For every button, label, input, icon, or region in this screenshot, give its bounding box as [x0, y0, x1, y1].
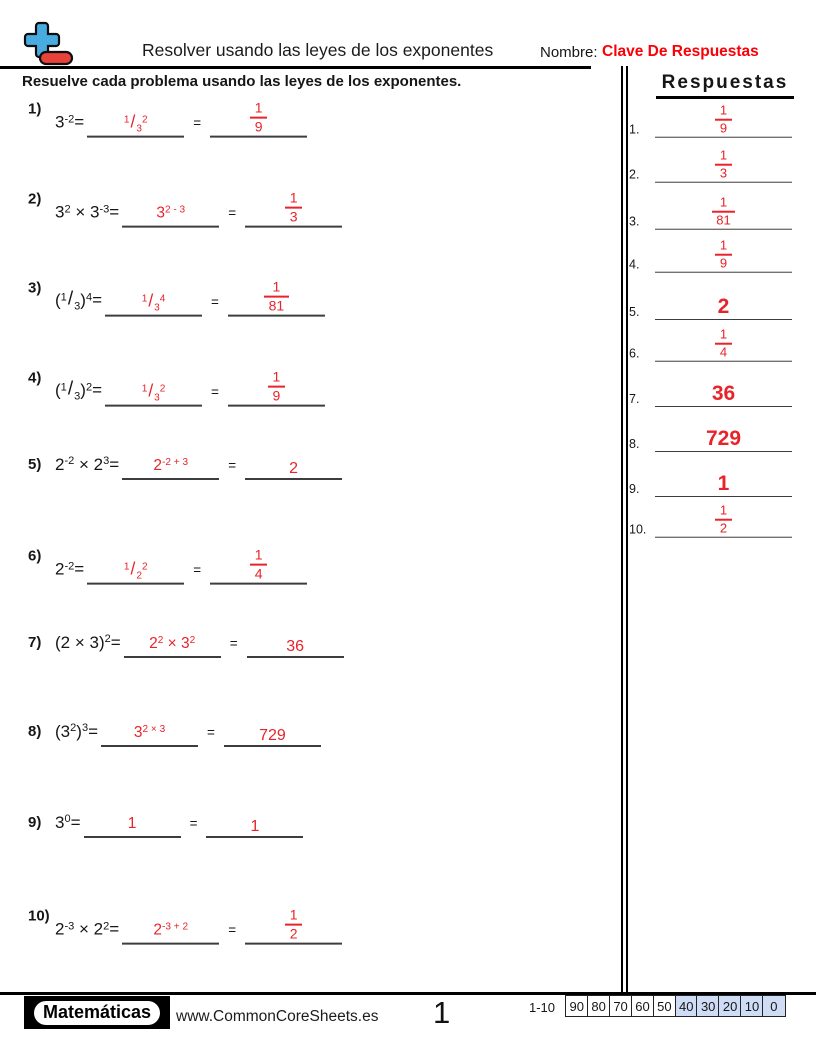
score-cell: 80 — [587, 995, 611, 1017]
answer-value: 1 — [717, 472, 730, 495]
equals-sign: = — [211, 295, 219, 310]
work-answer: $^1/_3^2$ — [123, 111, 148, 135]
final-answer: 36 — [286, 638, 304, 655]
score-cell: 20 — [718, 995, 742, 1017]
brand-name: Matemáticas — [34, 1001, 160, 1025]
answer-value: $\frac{1}{81}$ — [716, 194, 730, 229]
answer-row-1 — [629, 102, 792, 138]
answer-blank — [210, 100, 307, 138]
problem-row-6 — [28, 547, 307, 585]
answer-line — [655, 502, 792, 538]
problem-expression: $3^0=$ — [55, 813, 81, 832]
score-cell: 90 — [565, 995, 589, 1017]
brand-logo — [24, 996, 170, 1029]
problem-expression: $3^2 \times 3^{-3}=$ — [55, 203, 120, 222]
answer-blank — [228, 279, 325, 317]
answer-value: $\frac{1}{2}$ — [720, 502, 727, 537]
answer-row-4 — [629, 237, 792, 273]
work-answer: $2^2 \times 3^2$ — [149, 634, 196, 652]
equals-sign: = — [193, 116, 202, 131]
problem-row-3 — [28, 279, 325, 317]
problem-number: 2) — [28, 190, 42, 208]
work-answer: 3$^{2 - 3}$ — [156, 204, 186, 222]
answer-blank — [245, 907, 342, 945]
score-cell: 60 — [631, 995, 655, 1017]
equals-sign: = — [211, 385, 219, 400]
page-number: 1 — [433, 995, 451, 1030]
final-answer: $\frac{1}{4}$ — [255, 547, 263, 583]
problem-number: 10) — [28, 907, 50, 925]
answer-value: 36 — [711, 382, 736, 405]
answer-row-10 — [629, 502, 792, 538]
answer-line — [655, 427, 792, 452]
problem-number: 5) — [28, 456, 42, 473]
problem-expression: $(3^2)^3=$ — [55, 722, 99, 741]
score-cell: 70 — [609, 995, 633, 1017]
problem-number: 3) — [28, 279, 42, 297]
work-blank — [122, 205, 219, 228]
answer-row-3 — [629, 194, 792, 230]
answer-key-label: Clave De Respuestas — [602, 43, 759, 60]
problem-row-9 — [28, 813, 303, 838]
work-answer: 1 — [127, 815, 137, 832]
work-answer: $^1/_2^2$ — [123, 558, 148, 582]
answer-line — [655, 326, 792, 362]
problem-row-8 — [28, 722, 321, 747]
equals-sign: = — [193, 563, 202, 578]
equals-sign: = — [189, 816, 198, 831]
answer-line — [655, 382, 792, 407]
answer-blank — [210, 547, 307, 585]
score-cell: 30 — [696, 995, 720, 1017]
score-cell: 10 — [740, 995, 764, 1017]
name-label: Nombre: — [540, 44, 598, 61]
problem-row-4 — [28, 369, 325, 407]
answer-line — [655, 237, 792, 273]
answer-value: $\frac{1}{3}$ — [720, 147, 727, 182]
problem-expression: $2^{-2} \times 2^3=$ — [55, 455, 120, 474]
answer-blank — [245, 460, 342, 480]
problem-row-10 — [28, 907, 342, 945]
answer-value: 2 — [717, 295, 730, 318]
header-divider — [0, 66, 591, 69]
problem-expression: $(^1/_3)^4=$ — [55, 289, 103, 313]
problem-number: 7) — [28, 634, 42, 651]
answer-value: $\frac{1}{9}$ — [720, 237, 727, 272]
problem-number: 4) — [28, 369, 42, 387]
problem-row-7 — [28, 633, 344, 658]
score-cell: 0 — [762, 995, 786, 1017]
final-answer: $\frac{1}{9}$ — [255, 100, 263, 136]
answer-label: 3. — [629, 215, 640, 229]
problem-number: 1) — [28, 100, 42, 118]
work-answer: $^1/_3^4$ — [141, 290, 166, 314]
vertical-divider — [621, 66, 628, 993]
score-range-label: 1-10 — [529, 1000, 556, 1015]
answer-line — [655, 194, 792, 230]
problem-expression: $3^{-2}=$ — [55, 113, 85, 132]
work-answer: $3^{2 \times 3}$ — [133, 723, 166, 741]
final-answer: $\frac{1}{2}$ — [290, 907, 298, 943]
problem-expression: $2^{-3} \times 2^2=$ — [55, 920, 120, 939]
answer-label: 7. — [629, 392, 640, 406]
answer-blank — [247, 638, 344, 658]
answers-panel-heading: Respuestas — [656, 72, 794, 99]
answer-label: 6. — [629, 347, 640, 361]
answer-label: 10. — [629, 523, 647, 537]
equals-sign: = — [229, 636, 238, 651]
problem-expression: $(^1/_3)^2=$ — [55, 379, 103, 403]
work-blank — [87, 112, 184, 138]
equals-sign: = — [228, 206, 237, 221]
equals-sign: = — [228, 458, 237, 473]
answer-value: $\frac{1}{4}$ — [720, 326, 727, 361]
final-answer: $\frac{1}{3}$ — [290, 190, 298, 226]
answer-row-9 — [629, 472, 792, 497]
final-answer: 2 — [289, 460, 299, 477]
website-url: www.CommonCoreSheets.es — [176, 1008, 379, 1025]
work-blank — [105, 381, 202, 407]
answer-row-7 — [629, 382, 792, 407]
work-blank — [122, 457, 219, 480]
equals-sign: = — [207, 725, 215, 740]
work-answer: $2^{-3 + 2}$ — [153, 921, 189, 939]
work-blank — [84, 815, 181, 838]
problem-row-1 — [28, 100, 307, 138]
answer-line — [655, 147, 792, 183]
answer-row-8 — [629, 427, 792, 452]
problem-row-2 — [28, 190, 342, 228]
answer-blank — [228, 369, 325, 407]
final-answer: 1 — [250, 818, 260, 835]
work-answer: $2^{-2 + 3}$ — [153, 456, 189, 474]
answer-blank — [206, 818, 303, 838]
answer-label: 8. — [629, 437, 640, 451]
answer-line — [655, 472, 792, 497]
problem-number: 9) — [28, 814, 42, 831]
answer-blank — [245, 190, 342, 228]
work-blank — [124, 635, 221, 658]
answer-value: 729 — [705, 427, 742, 450]
equals-sign: = — [228, 923, 237, 938]
work-blank — [122, 922, 219, 945]
instruction-text: Resuelve cada problema usando las leyes de los exponentes. — [22, 73, 462, 90]
problem-expression: $2^{-2}=$ — [55, 560, 85, 579]
page-title: Resolver usando las leyes de los exponentes — [142, 40, 494, 60]
answer-label: 1. — [629, 123, 640, 137]
score-cell: 50 — [653, 995, 677, 1017]
answer-label: 5. — [629, 305, 640, 319]
problem-expression: $(2 \times 3)^2=$ — [55, 633, 121, 652]
problem-number: 6) — [28, 547, 42, 565]
problem-row-5 — [28, 455, 342, 480]
plus-minus-icon — [20, 21, 76, 67]
final-answer: $\frac{1}{81}$ — [269, 279, 285, 315]
answer-line — [655, 295, 792, 320]
answer-label: 9. — [629, 482, 640, 496]
problem-number: 8) — [28, 723, 42, 740]
final-answer: 729 — [259, 727, 286, 744]
score-table — [565, 995, 786, 1017]
work-blank — [87, 559, 184, 585]
answer-label: 4. — [629, 258, 640, 272]
answer-value: $\frac{1}{9}$ — [720, 102, 727, 137]
work-blank — [101, 724, 198, 747]
score-cell: 40 — [675, 995, 699, 1017]
answer-label: 2. — [629, 168, 640, 182]
answer-blank — [224, 727, 321, 747]
final-answer: $\frac{1}{9}$ — [273, 369, 281, 405]
answer-line — [655, 102, 792, 138]
answer-row-2 — [629, 147, 792, 183]
work-blank — [105, 291, 202, 317]
answer-row-5 — [629, 295, 792, 320]
answer-row-6 — [629, 326, 792, 362]
work-answer: $^1/_3^2$ — [141, 380, 166, 404]
